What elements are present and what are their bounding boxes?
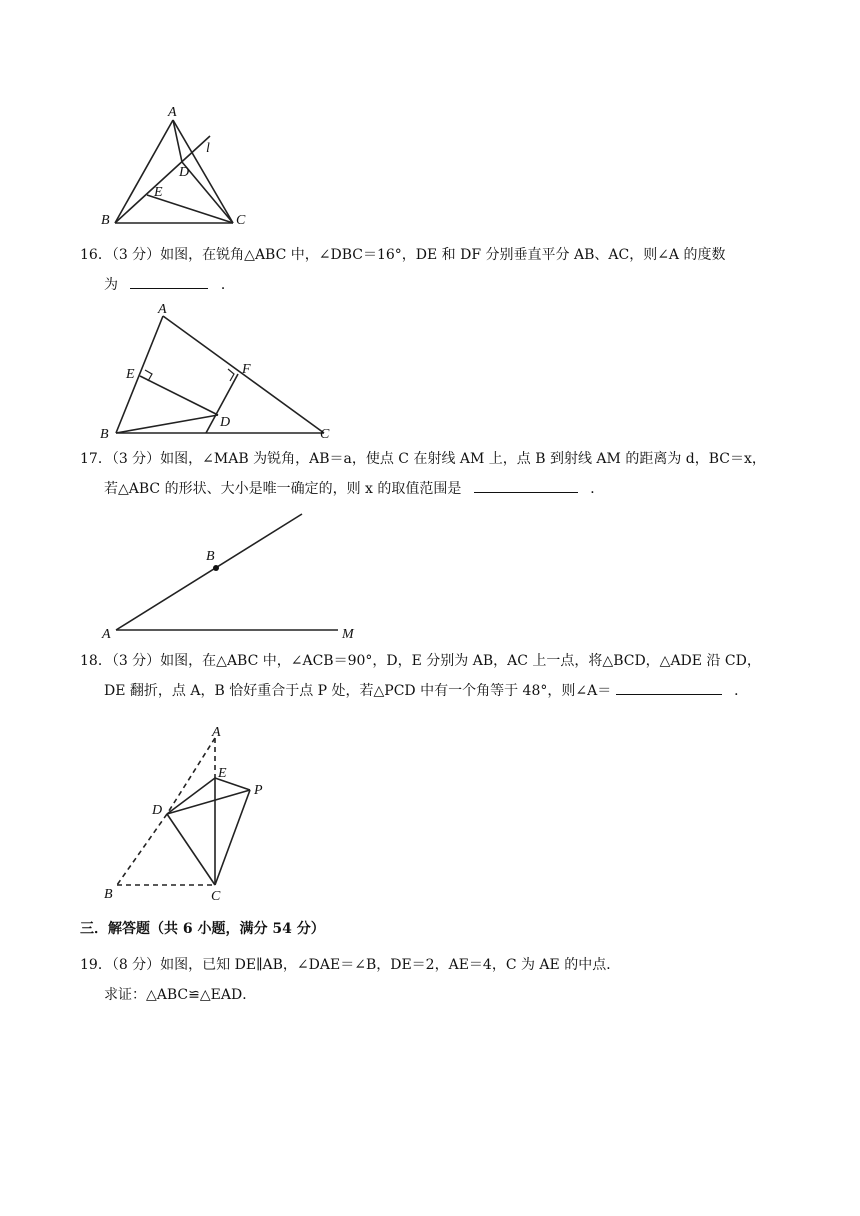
label-c: C xyxy=(211,889,221,904)
figure-q17-angle-mab xyxy=(100,506,370,642)
label-f: F xyxy=(242,362,251,377)
question-16 xyxy=(80,240,780,300)
question-17-text-line1: 17．（3 分）如图，∠MAB 为锐角，AB＝a，使点 C 在射线 AM 上，点 B 到射线 AM 的距离为 d，BC＝x， xyxy=(80,451,766,467)
label-b: B xyxy=(100,427,109,442)
label-a: A xyxy=(212,725,221,740)
label-b: B xyxy=(101,213,110,228)
question-19 xyxy=(80,950,780,1010)
answer-blank-18[interactable] xyxy=(616,678,722,695)
segment-ab xyxy=(115,120,173,223)
label-m: M xyxy=(342,627,354,642)
figure-q18-folded-triangle xyxy=(100,722,280,904)
question-16-text-line2 xyxy=(80,270,780,300)
question-17-prefix: 若△ABC 的形状、大小是唯一确定的，则 x 的取值范围是 xyxy=(104,481,462,497)
question-16-suffix: ． xyxy=(220,277,235,293)
question-17-suffix: ． xyxy=(590,481,605,497)
question-18-prefix: DE 翻折，点 A，B 恰好重合于点 P 处，若△PCD 中有一个角等于 48°，则∠A＝ xyxy=(104,683,612,699)
label-d: D xyxy=(179,165,190,180)
question-18-text-line2 xyxy=(80,676,780,706)
label-a: A xyxy=(102,627,111,642)
label-c: C xyxy=(236,213,246,228)
question-18 xyxy=(80,646,780,706)
question-17 xyxy=(80,444,780,504)
label-d: D xyxy=(220,415,231,430)
label-c: C xyxy=(320,427,330,442)
figure-q16-perpendicular-bisectors xyxy=(96,300,336,445)
question-18-text-line1: 18．（3 分）如图，在△ABC 中，∠ACB＝90°，D，E 分别为 AB，AC 上一点，将△BCD，△ADE 沿 CD， xyxy=(80,653,761,669)
label-d: D xyxy=(152,803,163,818)
label-p: P xyxy=(254,783,263,798)
label-b: B xyxy=(206,549,215,564)
segment-dc xyxy=(182,162,233,223)
question-19-text-line1: 19．（8 分）如图，已知 DE∥AB，∠DAE＝∠B，DE＝2，AE＝4，C 为 AE 的中点． xyxy=(80,957,621,973)
label-b: B xyxy=(104,887,113,902)
label-l: l xyxy=(206,141,210,156)
question-19-text-line2: 求证：△ABC≌△EAD． xyxy=(104,987,257,1003)
section-heading-3: 三．解答题（共 6 小题，满分 54 分） xyxy=(80,921,325,937)
question-16-text-line1: 16．（3 分）如图，在锐角△ABC 中，∠DBC＝16°，DE 和 DF 分别垂直平分 AB、AC，则∠A 的度数 xyxy=(80,247,726,263)
label-e: E xyxy=(218,766,227,781)
question-18-suffix: ． xyxy=(734,683,749,699)
label-a: A xyxy=(168,105,177,120)
answer-blank-17[interactable] xyxy=(474,476,578,493)
figure-triangle-abc-line-l xyxy=(100,100,260,230)
label-e: E xyxy=(154,185,163,200)
label-a: A xyxy=(158,302,167,317)
answer-blank-16[interactable] xyxy=(130,272,208,289)
question-17-text-line2 xyxy=(80,474,780,504)
label-e: E xyxy=(126,367,135,382)
question-16-prefix: 为 xyxy=(104,277,118,293)
